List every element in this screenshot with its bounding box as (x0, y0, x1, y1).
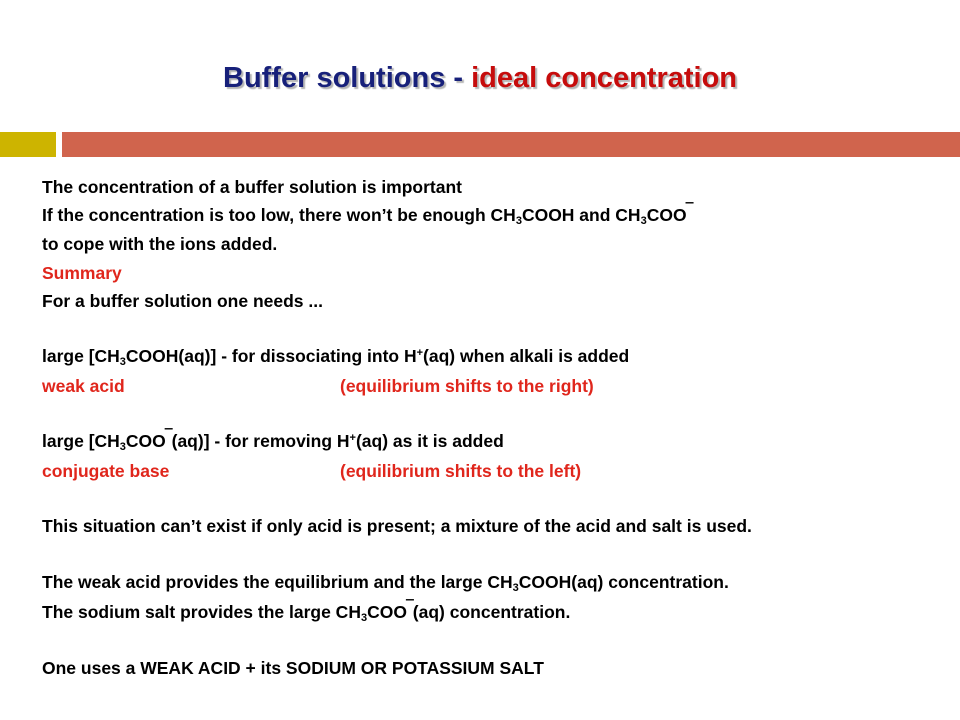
subscript: 3 (640, 215, 647, 227)
text: COOH and CH (521, 205, 641, 225)
line-situation: This situation can’t exist if only acid is present; a mixture of the acid and salt is used. (42, 516, 752, 536)
title-accent: ideal concentration (471, 62, 737, 94)
subscript: 3 (360, 612, 368, 624)
text: COO (367, 602, 407, 622)
text: (equilibrium shifts to the right) (340, 376, 594, 396)
minus-sign: ‾ (165, 426, 172, 446)
superscript: + (349, 432, 356, 444)
text: COOH(aq)] - for dissociating into H (125, 346, 417, 366)
text: COO (125, 431, 166, 451)
text: COOH(aq) concentration. (518, 572, 729, 592)
text: The weak acid provides the equilibrium and the large CH (42, 572, 513, 592)
subscript: 3 (119, 441, 126, 453)
minus-sign: ‾ (406, 597, 413, 617)
superscript: + (416, 347, 424, 359)
slide-title (0, 62, 960, 95)
line-conclusion: One uses a WEAK ACID + its SODIUM OR POTASSIUM SALT (42, 658, 544, 678)
line-weak-acid-provides (42, 570, 729, 594)
line-salt-provides (42, 597, 571, 624)
text: (aq) concentration. (412, 602, 571, 622)
minus-sign: ‾ (686, 200, 693, 220)
line-conjugate-base (42, 459, 582, 483)
summary-heading: Summary (42, 263, 122, 283)
header-bar-left (0, 132, 56, 157)
title-main: Buffer solutions - (223, 62, 472, 94)
text: large [CH (42, 431, 120, 451)
text: (aq)] - for removing H (171, 431, 350, 451)
subscript: 3 (119, 356, 126, 368)
line-large-acid (42, 344, 629, 368)
text: (aq) as it is added (355, 431, 504, 451)
text: COO (646, 205, 687, 225)
line-cope: to cope with the ions added. (42, 234, 278, 254)
line-needs: For a buffer solution one needs ... (42, 291, 323, 311)
line-weak-acid (42, 374, 594, 398)
text: The sodium salt provides the large CH (42, 602, 361, 622)
header-bar-right (62, 132, 960, 157)
text: (aq) when alkali is added (423, 346, 630, 366)
line-too-low (42, 200, 693, 227)
text: weak acid (42, 376, 125, 396)
text: (equilibrium shifts to the left) (340, 461, 582, 481)
subscript: 3 (515, 215, 522, 227)
subscript: 3 (512, 582, 519, 594)
line-large-conjugate (42, 426, 504, 453)
text: conjugate base (42, 461, 170, 481)
text: If the concentration is too low, there won’t be enough CH (42, 205, 516, 225)
text: large [CH (42, 346, 120, 366)
line-importance: The concentration of a buffer solution is important (42, 177, 463, 197)
